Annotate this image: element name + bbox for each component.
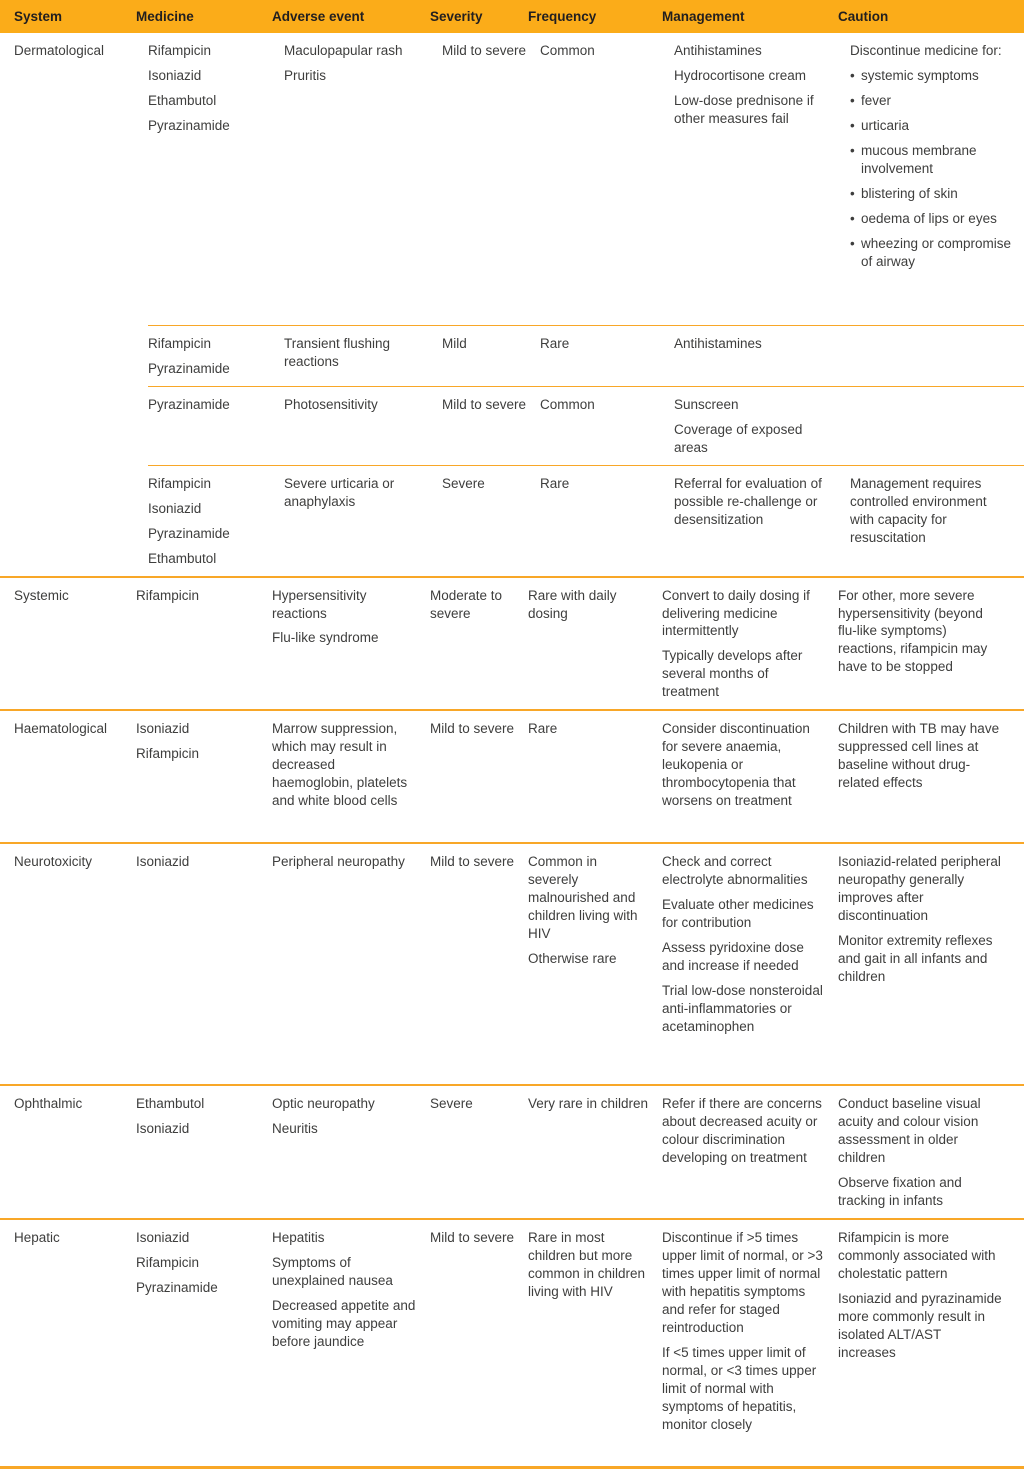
medicine-name: Rifampicin	[136, 1254, 200, 1270]
medicine-name: Rifampicin	[136, 587, 200, 603]
frequency-cell	[528, 1220, 662, 1466]
medicine-cell	[136, 578, 272, 710]
caution-bullet: • blistering of skin	[850, 185, 1014, 203]
management-cell	[662, 1220, 838, 1466]
caution-bullet: • urticaria	[850, 117, 1014, 135]
medicine-name: Pyrazinamide	[136, 1279, 218, 1295]
severity-value: Mild to severe	[430, 1230, 515, 1246]
column-header-caution: Caution	[838, 8, 889, 24]
adverse-event: Pruritis	[284, 67, 327, 83]
column-header-adverse-event: Adverse event	[272, 8, 365, 24]
management-cell	[662, 1086, 838, 1218]
severity-cell	[442, 466, 540, 576]
management-cell	[674, 326, 850, 386]
severity-value: Mild to severe	[442, 396, 527, 412]
management-item: Coverage of exposed areas	[674, 421, 803, 455]
adverse-event-cell	[272, 1220, 430, 1466]
caution-cell	[838, 1220, 1014, 1466]
frequency-cell	[528, 844, 662, 1084]
adverse-event: Peripheral neuropathy	[272, 854, 405, 870]
management-item: Convert to daily dosing if delivering medicine intermittently	[662, 587, 810, 639]
severity-value: Mild to severe	[430, 854, 515, 870]
management-item: Consider discontinuation for severe anaemia, leukopenia or thrombocytopenia that worsens on treatment	[662, 721, 810, 809]
frequency-value: Common	[540, 396, 595, 412]
dermatological-subrows	[148, 33, 1024, 576]
adverse-event-cell	[284, 387, 442, 465]
table-row	[148, 386, 1024, 465]
severity-cell	[430, 578, 528, 710]
adverse-event-cell	[284, 466, 442, 576]
medicine-cell	[148, 33, 284, 325]
section-neurotoxicity	[0, 842, 1024, 1084]
caution-item: Management requires controlled environment with capacity for resuscitation	[850, 475, 987, 545]
caution-cell	[838, 1086, 1014, 1218]
caution-item: Rifampicin is more commonly associated with cholestatic pattern	[838, 1230, 996, 1281]
management-item: Refer if there are concerns about decreased acuity or colour discrimination developing on treatment	[662, 1096, 822, 1166]
medicine-name: Rifampicin	[148, 43, 212, 58]
caution-cell	[850, 326, 1024, 386]
caution-cell	[850, 466, 1024, 576]
medicine-name: Rifampicin	[136, 746, 200, 762]
adverse-event-cell	[272, 711, 430, 842]
severity-value: Moderate to severe	[430, 587, 503, 621]
adverse-event: Flu-like syndrome	[272, 630, 379, 646]
frequency-cell	[528, 1086, 662, 1218]
medicine-name: Isoniazid	[148, 67, 202, 83]
adverse-event: Hypersensitivity reactions	[272, 587, 367, 621]
column-header-management: Management	[662, 8, 745, 24]
section-dermatological	[0, 33, 1024, 576]
management-item: Antihistamines	[674, 43, 762, 58]
management-item: Assess pyridoxine dose and increase if needed	[662, 940, 804, 974]
adverse-event-cell	[272, 1086, 430, 1218]
frequency-cell	[540, 326, 674, 386]
medicine-name: Ethambutol	[148, 550, 217, 566]
adverse-event-cell	[284, 326, 442, 386]
column-header-medicine: Medicine	[136, 8, 194, 24]
frequency-value: Rare with daily dosing	[528, 587, 617, 621]
frequency-cell	[540, 466, 674, 576]
medicine-name: Isoniazid	[136, 854, 190, 870]
frequency-value: Rare	[540, 475, 570, 491]
adverse-event-cell	[272, 844, 430, 1084]
adverse-event: Optic neuropathy	[272, 1096, 375, 1112]
medicine-cell	[148, 387, 284, 465]
management-cell	[674, 33, 850, 325]
system-cell	[14, 711, 136, 842]
system-label: Haematological	[14, 721, 108, 737]
system-cell	[14, 33, 148, 576]
caution-cell	[850, 33, 1024, 325]
medicine-name: Pyrazinamide	[148, 525, 230, 541]
section-haematological	[0, 709, 1024, 842]
severity-value: Severe	[442, 475, 485, 491]
adverse-event: Severe urticaria or anaphylaxis	[284, 475, 395, 509]
frequency-value: Very rare in children	[528, 1096, 649, 1112]
frequency-value: Rare	[540, 336, 570, 351]
caution-item: Conduct baseline visual acuity and colour vision assessment in older children	[838, 1096, 981, 1166]
management-item: Check and correct electrolyte abnormalities	[662, 854, 808, 888]
management-cell	[674, 387, 850, 465]
section-hepatic	[0, 1218, 1024, 1466]
column-header-severity: Severity	[430, 8, 483, 24]
medicine-cell	[136, 711, 272, 842]
caution-item: Isoniazid and pyrazinamide more commonly result in isolated ALT/AST increases	[838, 1290, 1002, 1360]
medicine-cell	[148, 326, 284, 386]
severity-cell	[430, 844, 528, 1084]
management-item: Typically develops after several months of treatment	[662, 648, 803, 700]
severity-cell	[430, 711, 528, 842]
adverse-event: Hepatitis	[272, 1230, 325, 1246]
medicine-name: Ethambutol	[136, 1096, 205, 1112]
management-cell	[662, 711, 838, 842]
caution-cell	[838, 711, 1014, 842]
adverse-event: Maculopapular rash	[284, 43, 403, 58]
adverse-event: Marrow suppression, which may result in decreased haemoglobin, platelets and white blood cells	[272, 721, 408, 809]
column-header-system: System	[14, 8, 63, 24]
caution-item: Observe fixation and tracking in infants	[838, 1175, 962, 1209]
system-label: Neurotoxicity	[14, 854, 93, 870]
medicine-cell	[136, 1086, 272, 1218]
management-item: Sunscreen	[674, 396, 739, 412]
medicine-name: Rifampicin	[148, 475, 212, 491]
adverse-event: Photosensitivity	[284, 396, 378, 412]
frequency-value: Rare in most children but more common in children living with HIV	[528, 1230, 646, 1299]
system-label: Systemic	[14, 587, 69, 603]
severity-value: Mild	[442, 336, 467, 351]
management-item: Hydrocortisone cream	[674, 67, 807, 83]
medicine-name: Isoniazid	[136, 1230, 190, 1246]
caution-item: Isoniazid-related peripheral neuropathy generally improves after discontinuation	[838, 854, 1001, 924]
caution-cell	[838, 578, 1014, 710]
severity-value: Mild to severe	[442, 43, 527, 58]
system-label: Dermatological	[14, 43, 105, 58]
system-cell	[14, 844, 136, 1084]
severity-value: Severe	[430, 1096, 473, 1112]
severity-cell	[430, 1220, 528, 1466]
system-cell	[14, 1220, 136, 1466]
medicine-name: Pyrazinamide	[148, 117, 230, 133]
severity-cell	[430, 1086, 528, 1218]
management-item: Antihistamines	[674, 336, 762, 351]
medicine-name: Pyrazinamide	[148, 396, 230, 412]
management-cell	[662, 578, 838, 710]
adverse-event: Decreased appetite and vomiting may appear before jaundice	[272, 1297, 416, 1349]
caution-bullet-list	[850, 67, 1014, 271]
caution-item: For other, more severe hypersensitivity (beyond flu-like symptoms) reactions, rifampicin may have to be stopped	[838, 587, 988, 675]
caution-cell	[838, 844, 1014, 1084]
system-cell	[14, 578, 136, 710]
management-item: Discontinue if >5 times upper limit of normal, or >3 times upper limit of normal with hepatitis symptoms and refer for staged reintroduction	[662, 1230, 823, 1335]
section-ophthalmic	[0, 1084, 1024, 1218]
management-item: Evaluate other medicines for contribution	[662, 897, 814, 931]
caution-bullet: • mucous membrane involvement	[850, 142, 1014, 178]
adverse-event-cell	[272, 578, 430, 710]
table-header-row	[0, 0, 1024, 33]
severity-cell	[442, 326, 540, 386]
medicine-cell	[136, 844, 272, 1084]
adverse-event-cell	[284, 33, 442, 325]
frequency-cell	[540, 387, 674, 465]
management-item: Trial low-dose nonsteroidal anti-inflammatories or acetaminophen	[662, 983, 823, 1034]
adverse-event: Neuritis	[272, 1121, 318, 1137]
frequency-value: Common	[540, 43, 595, 58]
frequency-cell	[540, 33, 674, 325]
section-systemic	[0, 576, 1024, 710]
frequency-value: Common in severely malnourished and children living with HIV	[528, 854, 638, 942]
adverse-event: Transient flushing reactions	[284, 336, 391, 369]
management-item: Low-dose prednisone if other measures fail	[674, 92, 814, 126]
severity-cell	[442, 387, 540, 465]
table-row	[148, 325, 1024, 386]
frequency-cell	[528, 578, 662, 710]
frequency-value: Rare	[528, 721, 558, 737]
caution-bullet: • systemic symptoms	[850, 67, 1014, 85]
caution-bullet: • oedema of lips or eyes	[850, 210, 1014, 228]
system-label: Ophthalmic	[14, 1096, 83, 1112]
system-cell	[14, 1086, 136, 1218]
adverse-event: Symptoms of unexplained nausea	[272, 1254, 393, 1288]
severity-value: Mild to severe	[430, 721, 515, 737]
caution-intro: Discontinue medicine for:	[850, 43, 1002, 58]
medicine-name: Isoniazid	[136, 1121, 190, 1137]
management-cell	[674, 466, 850, 576]
caution-bullet: • wheezing or compromise of airway	[850, 235, 1014, 271]
system-label: Hepatic	[14, 1230, 60, 1246]
medicine-cell	[136, 1220, 272, 1466]
medicine-cell	[148, 466, 284, 576]
medicine-name: Pyrazinamide	[148, 360, 230, 376]
caution-item: Children with TB may have suppressed cell lines at baseline without drug-related effects	[838, 721, 1000, 791]
management-cell	[662, 844, 838, 1084]
table-row	[148, 33, 1024, 325]
caution-bullet: • fever	[850, 92, 1014, 110]
medicine-name: Isoniazid	[148, 500, 202, 516]
medicine-name: Rifampicin	[148, 336, 212, 351]
table-row	[148, 465, 1024, 576]
management-item: If <5 times upper limit of normal, or <3 times upper limit of normal with symptoms of hepatitis, monitor closely	[662, 1344, 817, 1432]
frequency-cell	[528, 711, 662, 842]
caution-cell	[850, 387, 1024, 465]
column-header-frequency: Frequency	[528, 8, 597, 24]
management-item: Referral for evaluation of possible re-challenge or desensitization	[674, 475, 822, 527]
medicine-name: Ethambutol	[148, 92, 217, 108]
caution-item: Monitor extremity reflexes and gait in all infants and children	[838, 933, 993, 985]
severity-cell	[442, 33, 540, 325]
medicine-name: Isoniazid	[136, 721, 190, 737]
frequency-value: Otherwise rare	[528, 951, 617, 967]
